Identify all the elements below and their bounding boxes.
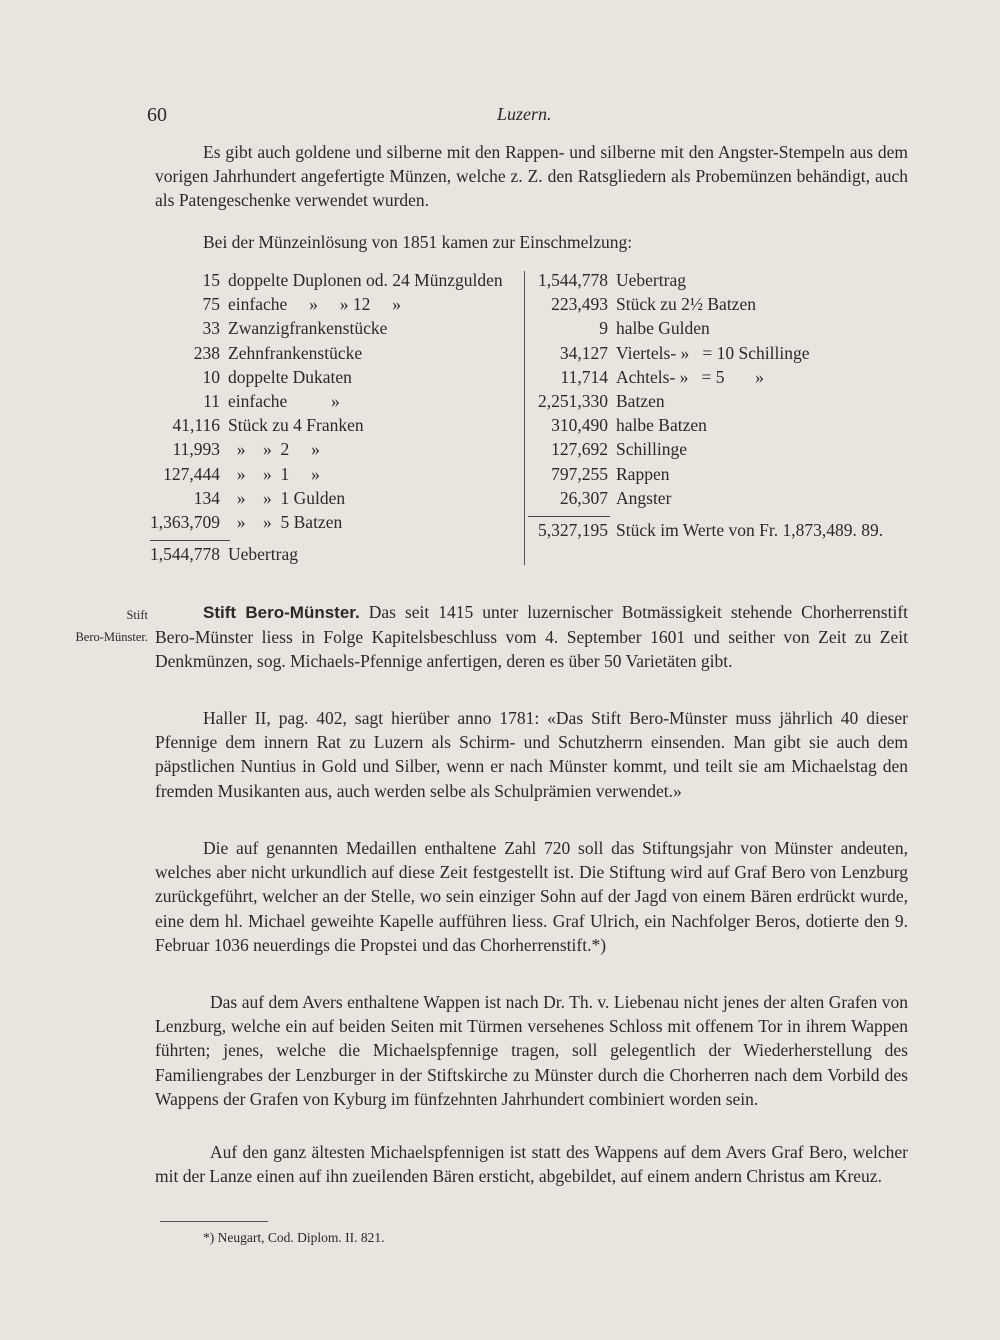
table-cell-count: 11 bbox=[203, 391, 220, 412]
table-cell-desc: » » 1 Gulden bbox=[228, 487, 346, 508]
table-cell-count: 41,116 bbox=[172, 415, 220, 436]
table-row bbox=[528, 462, 883, 486]
table-cell-count: 26,307 bbox=[559, 487, 608, 508]
footnote-rule bbox=[160, 1221, 268, 1222]
table-cell-count: 797,255 bbox=[551, 463, 608, 484]
table-cell-count: 15 bbox=[202, 270, 220, 290]
table-total-row bbox=[150, 542, 503, 566]
table-cell-count: 238 bbox=[193, 342, 220, 363]
table-row bbox=[150, 268, 503, 292]
table-cell-count: 1,363,709 bbox=[150, 512, 220, 533]
table-cell-count: 34,127 bbox=[559, 342, 608, 363]
coin-table-right bbox=[528, 268, 883, 542]
section-paragraph bbox=[155, 600, 908, 674]
page-number: 60 bbox=[147, 104, 167, 126]
table-cell-desc: doppelte Duplonen od. 24 Münzgulden bbox=[228, 270, 503, 290]
table-cell-desc: Angster bbox=[616, 487, 672, 508]
table-cell-desc: Zehnfrankenstücke bbox=[228, 342, 363, 363]
table-total-row bbox=[528, 518, 883, 542]
table-cell-count: 127,692 bbox=[551, 439, 608, 460]
table-cell-desc: halbe Gulden bbox=[616, 318, 710, 339]
table-row bbox=[150, 437, 503, 461]
table-row bbox=[150, 365, 503, 389]
footnote: *) Neugart, Cod. Diplom. II. 821. bbox=[203, 1230, 385, 1245]
table-cell-desc: einfache » » 12 » bbox=[228, 294, 402, 315]
table-cell-count: 33 bbox=[202, 318, 220, 339]
paragraph: Das auf dem Avers enthaltene Wappen ist nach Dr. Th. v. Liebenau nicht jenes der alten Grafen von Lenzburg, welche ein auf beiden Seiten mit Türmen versehenes Schloss mit offenem Tor in ihrem Wappen führten; jenes, welche die Michaelspfennige tragen, soll gelegentlich der Wiederherstellung des Familiengrabes der Lenzburger in der Stiftskirche zu Münster durch die Chorherren nach dem Vorbild des Wappens der Grafen von Kyburg im fünfzehnten Jahrhundert combiniert worden sein. bbox=[155, 992, 908, 1109]
table-row bbox=[528, 486, 883, 510]
paragraph: Haller II, pag. 402, sagt hierüber anno 1781: «Das Stift Bero-Münster muss jährlich 40 dieser Pfennige dem innern Rat zu Luzern als Schirm- und Schutzherrn einsenden. Man gibt sie auch dem päpstlichen Nuntius in Gold und Silber, wenn er nach Münster kommt, und teilt sie am Michaelstag den fremden Musikanten aus, auch werden selbe als Schulprämien verwendet.» bbox=[155, 708, 908, 801]
table-cell-count: 134 bbox=[193, 487, 220, 508]
table-row bbox=[528, 365, 883, 389]
table-row bbox=[150, 486, 503, 510]
table-cell-desc: halbe Batzen bbox=[616, 415, 707, 436]
table-row bbox=[528, 292, 883, 316]
table-row bbox=[150, 292, 503, 316]
table-cell-desc: » » 5 Batzen bbox=[228, 512, 343, 533]
paragraph: Auf den ganz ältesten Michaelspfennigen ist statt des Wappens auf dem Avers Graf Bero, welcher mit der Lanze einen auf ihn zueilenden Bären ersticht, abgebildet, auf einem andern Christus am Kreuz. bbox=[155, 1142, 908, 1187]
table-total-desc: Stück im Werte von Fr. 1,873,489. 89. bbox=[616, 520, 884, 541]
table-cell-count: 75 bbox=[202, 294, 220, 315]
table-cell-count: 10 bbox=[202, 366, 220, 387]
margin-note-line: Bero-Münster. bbox=[75, 630, 148, 644]
table-cell-desc: » » 1 » bbox=[228, 463, 320, 484]
table-cell-desc: Uebertrag bbox=[616, 270, 686, 290]
table-cell-desc: Stück zu 4 Franken bbox=[228, 415, 364, 436]
table-cell-count: 2,251,330 bbox=[538, 391, 608, 412]
table-cell-count: 310,490 bbox=[551, 415, 608, 436]
table-total-count: 5,327,195 bbox=[538, 520, 608, 541]
section-paragraph-text: Das seit 1415 unter luzernischer Botmässigkeit stehende Chorherrenstift Bero-Münster liess in Folge Kapitelsbeschluss vom 4. September 1601 und seither von Zeit zu Zeit Denkmünzen, sog. Michaels-Pfennige anfertigen, deren es über 50 Varietäten gibt. bbox=[155, 602, 909, 672]
table-cell-count: 11,993 bbox=[172, 439, 220, 460]
coin-table-left bbox=[150, 268, 503, 566]
sum-rule-left bbox=[150, 540, 230, 541]
table-cell-desc: Schillinge bbox=[616, 439, 687, 460]
table-row bbox=[528, 437, 883, 461]
table-cell-desc: Stück zu 2½ Batzen bbox=[616, 294, 756, 315]
running-head: Luzern. bbox=[497, 104, 552, 124]
table-row bbox=[528, 389, 883, 413]
table-cell-count: 11,714 bbox=[560, 366, 608, 387]
table-total-count: 1,544,778 bbox=[150, 544, 220, 565]
table-row bbox=[150, 316, 503, 340]
table-cell-desc: Zwanzigfrankenstücke bbox=[228, 318, 388, 339]
table-row bbox=[150, 462, 503, 486]
table-cell-count: 127,444 bbox=[163, 463, 220, 484]
table-cell-desc: einfache » bbox=[228, 391, 340, 412]
table-cell-count: 1,544,778 bbox=[538, 270, 608, 290]
table-row bbox=[150, 341, 503, 365]
margin-note bbox=[75, 604, 148, 648]
intro-paragraph: Es gibt auch goldene und silberne mit den Rappen- und silberne mit den Angster-Stempeln aus dem vorigen Jahrhundert angefertigte Münzen, welche z. Z. den Ratsgliedern als Probemünzen behändigt, auch als Patengeschenke verwendet wurden. bbox=[155, 142, 908, 211]
table-cell-desc: » » 2 » bbox=[228, 439, 320, 460]
table-row bbox=[150, 389, 503, 413]
table-cell-desc: Batzen bbox=[616, 391, 665, 412]
table-cell-desc: Viertels- » = 10 Schillinge bbox=[616, 342, 810, 363]
table-cell-desc: doppelte Dukaten bbox=[228, 366, 352, 387]
table-total-desc: Uebertrag bbox=[228, 544, 298, 565]
table-row bbox=[528, 413, 883, 437]
table-cell-desc: Achtels- » = 5 » bbox=[616, 366, 764, 387]
table-cell-count: 223,493 bbox=[551, 294, 608, 315]
paragraph: Die auf genannten Medaillen enthaltene Zahl 720 soll das Stiftungsjahr von Münster andeuten, welches aber nicht urkundlich auf diese Zeit festgestellt ist. Die Stiftung wird auf Graf Bero von Lenzburg zurückgeführt, welcher an der Stelle, wo sein einziger Sohn auf der Jagd von einem Bären erdrückt wurde, eine dem hl. Michael geweihte Kapelle aufführen liess. Graf Ulrich, ein Nachfolger Beros, dotierte den 9. Februar 1036 neuerdings die Propstei und das Chorherrenstift.*) bbox=[155, 838, 908, 955]
sum-rule-right bbox=[528, 516, 610, 517]
table-row bbox=[528, 268, 883, 292]
table-cell-count: 9 bbox=[599, 318, 608, 339]
table-intro: Bei der Münzeinlösung von 1851 kamen zur Einschmelzung: bbox=[203, 232, 633, 252]
table-row bbox=[528, 316, 883, 340]
table-cell-desc: Rappen bbox=[616, 463, 670, 484]
table-row bbox=[150, 413, 503, 437]
section-heading: Stift Bero-Münster. bbox=[203, 603, 360, 622]
table-row bbox=[150, 510, 503, 534]
table-row bbox=[528, 341, 883, 365]
margin-note-line: Stift bbox=[126, 608, 148, 622]
column-divider bbox=[524, 271, 525, 565]
